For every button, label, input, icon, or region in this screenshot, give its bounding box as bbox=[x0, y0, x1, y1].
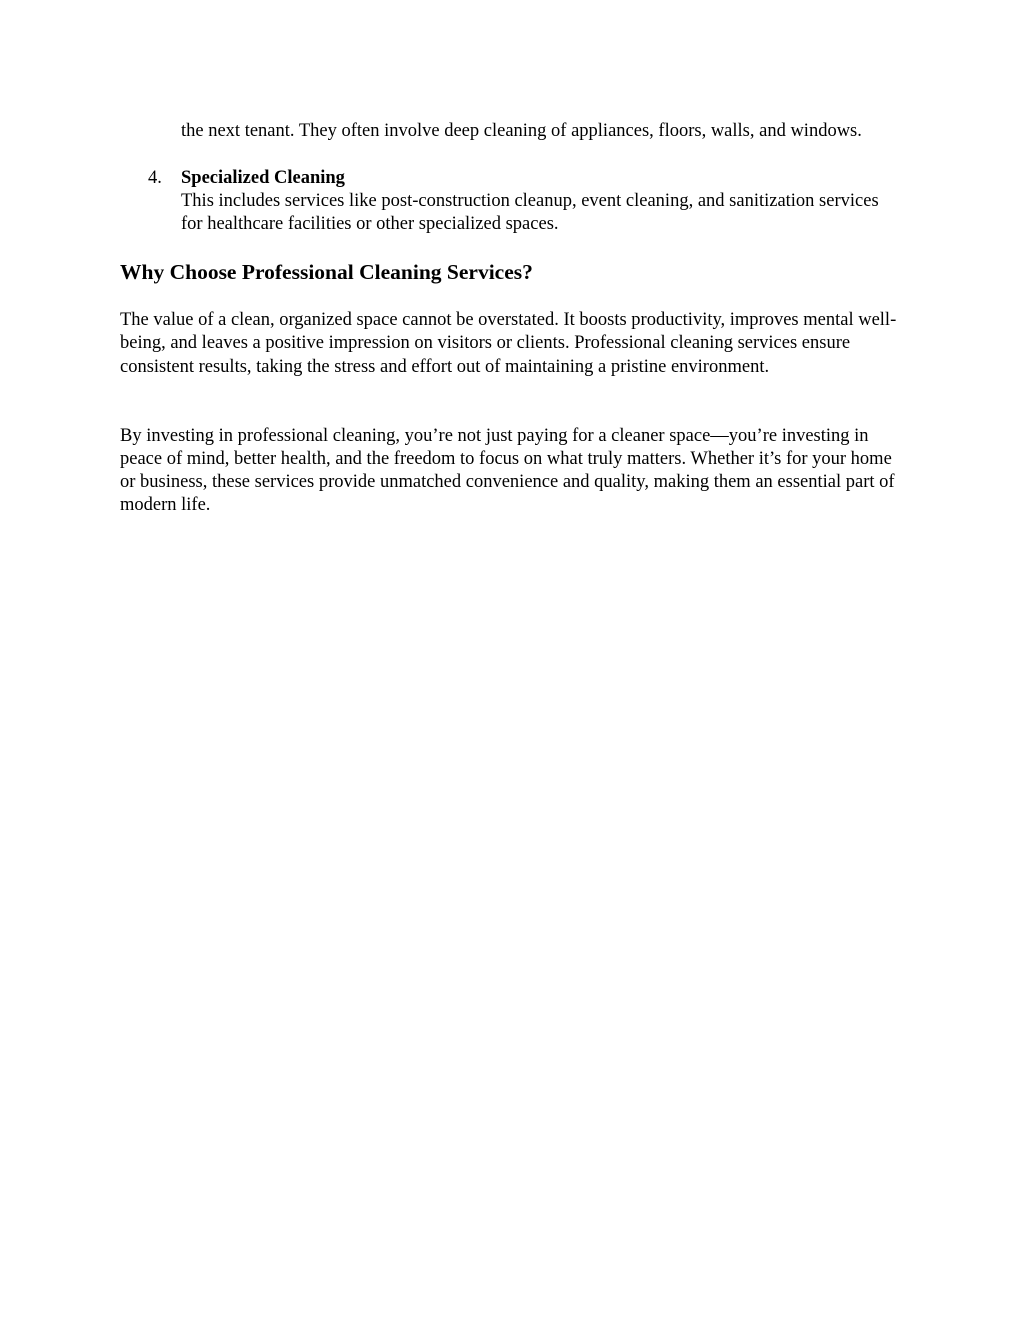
list-item-body bbox=[181, 167, 901, 237]
list-item-title: Specialized Cleaning bbox=[181, 167, 345, 188]
continued-list-text: the next tenant. They often involve deep cleaning of appliances, floors, walls, and windows. bbox=[181, 121, 862, 141]
list-item-number: 4. bbox=[148, 167, 162, 188]
section-heading: Why Choose Professional Cleaning Services? bbox=[120, 260, 533, 284]
list-item-description: This includes services like post-construction cleanup, event cleaning, and sanitization services for healthcare facilities or other specialized spaces. bbox=[181, 190, 879, 235]
paragraph: By investing in professional cleaning, you’re not just paying for a cleaner space—you’re investing in peace of mind, better health, and the freedom to focus on what truly matters. Whether it’s for your home or business, these services provide unmatched convenience and quality, making them an essential part of modern life. bbox=[120, 425, 895, 516]
paragraph: The value of a clean, organized space cannot be overstated. It boosts productivity, improves mental well-being, and leaves a positive impression on visitors or clients. Professional cleaning services ensure consistent results, taking the stress and effort out of maintaining a pristine environment. bbox=[120, 310, 897, 377]
